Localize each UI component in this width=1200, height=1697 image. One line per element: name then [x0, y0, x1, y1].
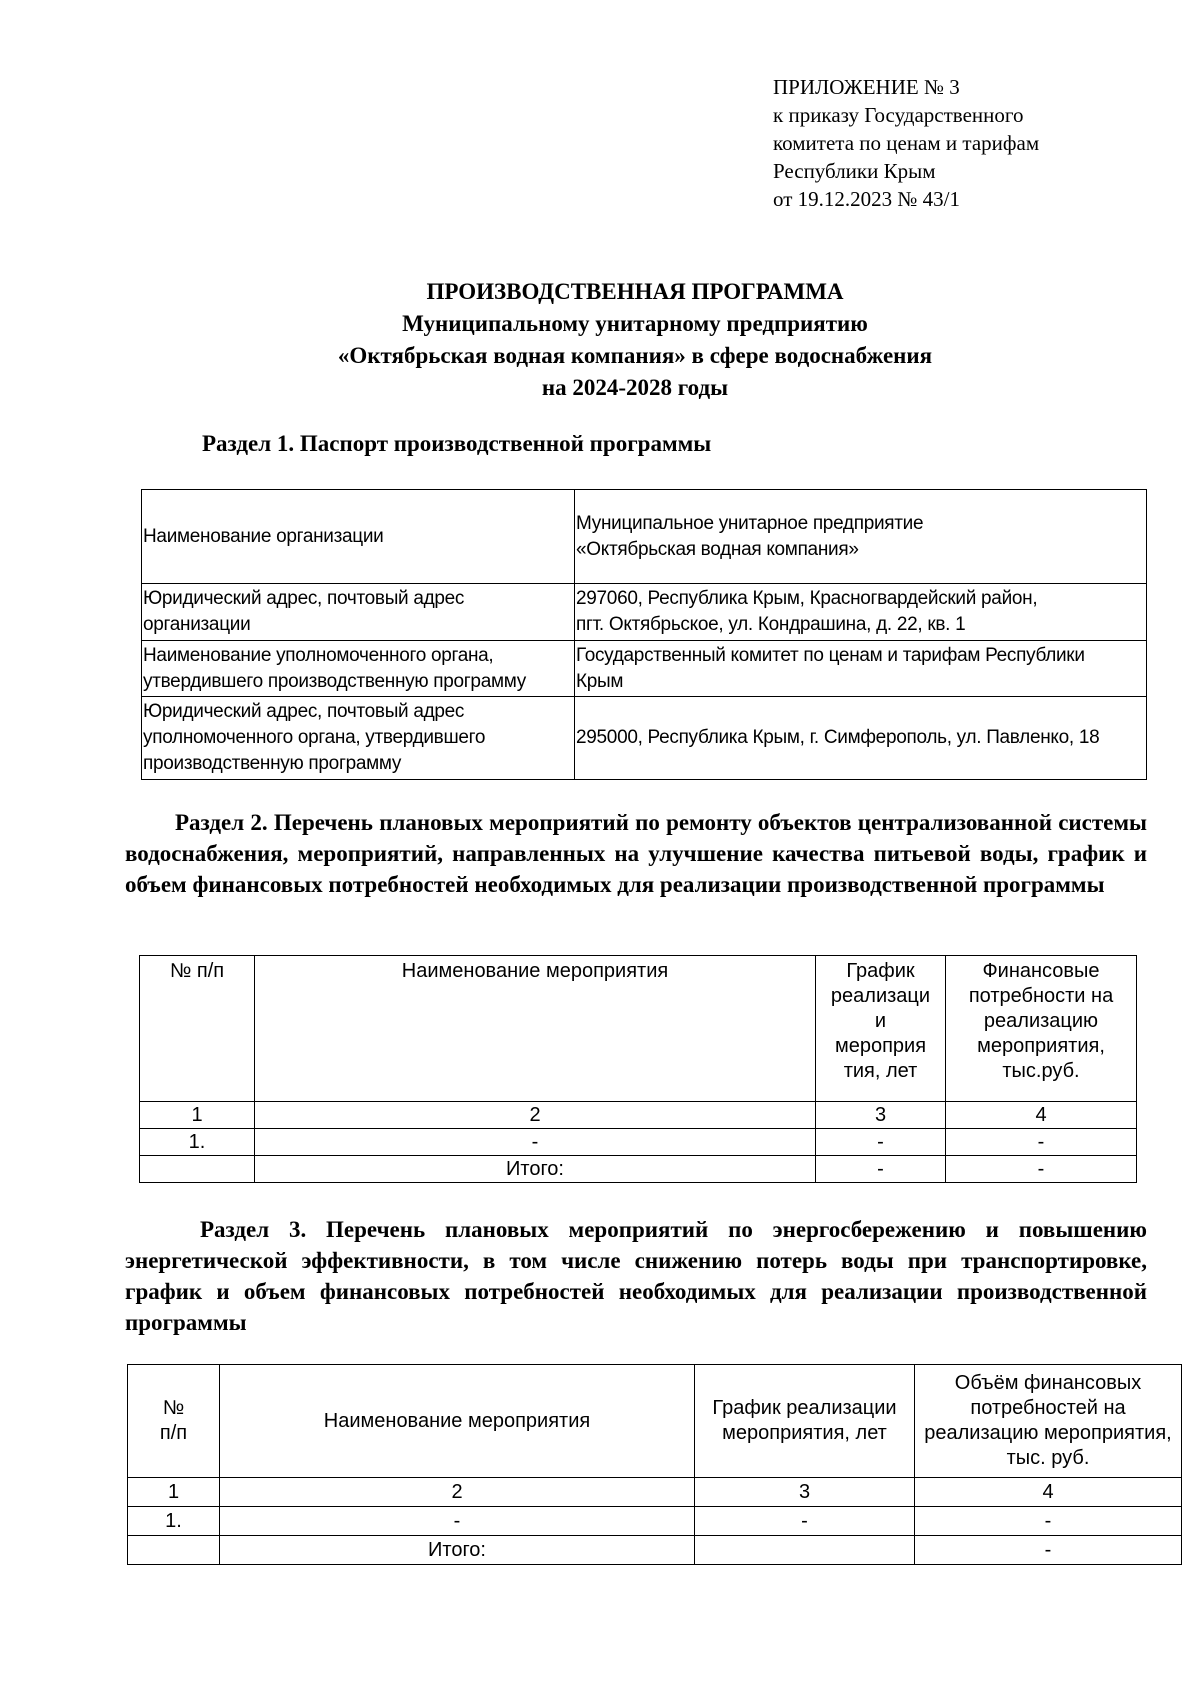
header-finance — [946, 956, 1137, 1102]
passport-value — [575, 490, 1147, 584]
passport-label — [142, 641, 575, 697]
title-line: ПРОИЗВОДСТВЕННАЯ ПРОГРАММА — [426, 279, 844, 304]
column-number: 3 — [816, 1102, 946, 1129]
passport-value-line: пгт. Октябрьское, ул. Кондрашина, д. 22, кв. 1 — [576, 614, 966, 635]
cell-schedule: - — [695, 1507, 915, 1536]
total-label: Итого: — [255, 1156, 816, 1183]
header-finance-line: потребности на — [968, 985, 1114, 1007]
passport-value-line: «Октябрьская водная компания» — [576, 538, 859, 560]
header-finance-line: Финансовые — [982, 960, 1100, 982]
table-row — [128, 1507, 1182, 1536]
header-name: Наименование мероприятия — [255, 956, 816, 1102]
passport-value — [575, 584, 1147, 641]
passport-value-line: 297060, Республика Крым, Красногвардейский район, — [576, 588, 1038, 609]
passport-label-line: Юридический адрес, почтовый адрес — [143, 701, 465, 722]
header-finance-line: тыс.руб. — [1002, 1060, 1080, 1082]
column-number: 4 — [915, 1478, 1182, 1507]
header-finance-line: тыс. руб. — [1006, 1447, 1090, 1469]
title-line: на 2024-2028 годы — [541, 375, 729, 400]
table-row — [140, 1129, 1137, 1156]
passport-value-line: Муниципальное унитарное предприятие — [576, 512, 924, 534]
appendix-header — [773, 73, 1039, 213]
total-label: Итого: — [220, 1536, 695, 1565]
header-name: Наименование мероприятия — [220, 1365, 695, 1478]
column-number: 1 — [140, 1102, 255, 1129]
column-number: 2 — [220, 1478, 695, 1507]
cell-empty — [140, 1156, 255, 1183]
passport-value-line: Крым — [576, 670, 624, 692]
cell-name: - — [220, 1507, 695, 1536]
cell-finance: - — [946, 1129, 1137, 1156]
section1-heading: Раздел 1. Паспорт производственной программы — [202, 431, 712, 456]
column-number: 1 — [128, 1478, 220, 1507]
column-number: 2 — [255, 1102, 816, 1129]
header-finance-line: потребностей на — [970, 1397, 1126, 1419]
total-row — [140, 1156, 1137, 1183]
appendix-line: комитета по ценам и тарифам — [773, 131, 1040, 155]
table-header-row — [128, 1365, 1182, 1478]
passport-label-line: Юридический адрес, почтовый адрес — [143, 588, 465, 609]
header-schedule-line: и — [874, 1010, 887, 1032]
header-num — [128, 1365, 220, 1478]
header-finance — [915, 1365, 1182, 1478]
passport-label — [142, 697, 575, 780]
title-line: «Октябрьская водная компания» в сфере водоснабжения — [337, 343, 933, 368]
appendix-line: к приказу Государственного — [773, 103, 1024, 127]
header-schedule-line: тия, лет — [843, 1060, 918, 1082]
table-row — [142, 490, 1147, 584]
header-num-line: № — [162, 1397, 185, 1419]
passport-value — [575, 641, 1147, 697]
passport-label: Наименование организации — [142, 490, 575, 584]
header-schedule — [695, 1365, 915, 1478]
passport-label-line: Наименование уполномоченного органа, — [143, 644, 494, 666]
cell-empty — [128, 1536, 220, 1565]
header-finance-line: мероприятия, — [977, 1035, 1105, 1057]
header-schedule-line: мероприятия, лет — [722, 1422, 887, 1444]
column-number-row — [140, 1102, 1137, 1129]
section3-heading-text: Раздел 3. Перечень плановых мероприятий по энергосбережению и повышению энергетической эффективности, в том числе снижению потерь воды при транспортировке, график и объем финансовых потребностей необходимых для реализации производственной программы — [125, 1217, 1147, 1335]
passport-label-line: производственную программу — [143, 753, 402, 774]
appendix-line: ПРИЛОЖЕНИЕ № 3 — [773, 75, 960, 99]
passport-label-line: уполномоченного органа, утвердившего — [143, 727, 486, 748]
header-schedule-line: реализаци — [830, 985, 931, 1007]
total-schedule: - — [816, 1156, 946, 1183]
column-number: 3 — [695, 1478, 915, 1507]
section3-heading — [125, 1214, 1147, 1338]
column-number: 4 — [946, 1102, 1137, 1129]
cell-num: 1. — [140, 1129, 255, 1156]
cell-schedule: - — [816, 1129, 946, 1156]
passport-label-line: утвердившего производственную программу — [143, 670, 526, 692]
header-schedule-line: График — [846, 960, 915, 982]
header-schedule — [816, 956, 946, 1102]
cell-finance: - — [915, 1507, 1182, 1536]
appendix-line: Республики Крым — [773, 159, 936, 183]
header-finance-line: Объём финансовых — [954, 1372, 1142, 1394]
table-row — [142, 697, 1147, 780]
table-header-row — [140, 956, 1137, 1102]
cell-num: 1. — [128, 1507, 220, 1536]
column-number-row — [128, 1478, 1182, 1507]
header-schedule-line: мероприя — [834, 1035, 927, 1057]
passport-value: 295000, Республика Крым, г. Симферополь, ул. Павленко, 18 — [575, 697, 1147, 780]
section2-heading-text: Раздел 2. Перечень плановых мероприятий по ремонту объектов централизованной системы водоснабжения, мероприятий, направленных на улучшение качества питьевой воды, график и объем финансовых потребностей необходимых для реализации производственной программы — [125, 810, 1147, 897]
passport-value-line: Государственный комитет по ценам и тарифам Республики — [576, 644, 1085, 666]
document-title — [0, 276, 1200, 404]
cell-name: - — [255, 1129, 816, 1156]
section2-table — [139, 955, 1137, 1183]
passport-label-line: организации — [143, 614, 251, 635]
table-row — [142, 584, 1147, 641]
header-num: № п/п — [140, 956, 255, 1102]
passport-table — [141, 489, 1147, 780]
section2-heading — [125, 807, 1147, 900]
appendix-line: от 19.12.2023 № 43/1 — [773, 187, 961, 211]
passport-label — [142, 584, 575, 641]
total-row — [128, 1536, 1182, 1565]
table-row — [142, 641, 1147, 697]
total-finance: - — [915, 1536, 1182, 1565]
header-num-line: п/п — [159, 1422, 188, 1444]
header-finance-line: реализацию мероприятия, — [924, 1422, 1172, 1444]
section3-table — [127, 1364, 1182, 1565]
title-line: Муниципальному унитарному предприятию — [402, 311, 868, 336]
header-finance-line: реализацию — [983, 1010, 1099, 1032]
total-finance: - — [946, 1156, 1137, 1183]
total-schedule — [695, 1536, 915, 1565]
header-schedule-line: График реализации — [712, 1397, 897, 1419]
